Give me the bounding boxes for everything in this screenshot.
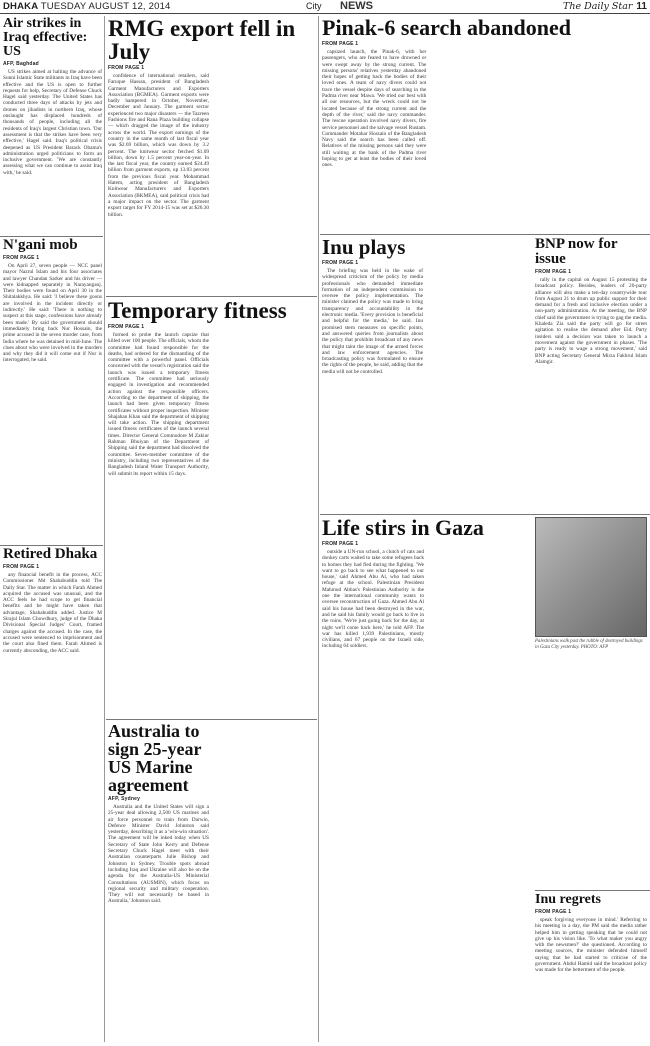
story-retired-dhaka (3, 547, 102, 1042)
headline: N'gani mob (3, 238, 78, 253)
story-bnp-issue (535, 237, 647, 512)
article-body: On April 27, seven people — NCC panel mayor Nazrul Islam and his four associates and lawyer Chandan Sarker and his driver — were kidnapped separately in Narayanganj. Their bodies were found on April 30 in the Shitalakkhya. He said: 'I believe these goons are involved in the incident directly or indirectly.' He said: 'There is nothing to suspect at this stage, confessions have already been made.' By said the government should immediately bring back Nur Hossain, the prime accused in the seven murder case, from India where he was detained in mid-June. The clues about who were involved in the murders and why they did it will come out if Nur is interrogated, he said. (3, 263, 102, 364)
article-body: Australia and the United States will sign a 25-year deal allowing 2,500 US marines and air force personnel to train from Darwin, Defence Minister David Johnston said yesterday, describing it as a 'win-win situation'. The agreement will be inked today when US Secretary of State John Kerry and Defense Secretary Chuck Hagel meet with their Australian counterparts Julie Bishop and Johnston in Sydney. Trouble spots abroad including Iraq and Ukraine will also be on the agenda for the Australia-US Ministerial Consultations (AUSMIN), which focus on regional security and military cooperation. 'They will not necessarily be based in Australia,' Johnston said. (108, 804, 209, 905)
headline: Temporary fitness (108, 299, 287, 323)
story-inu-plays (322, 237, 530, 512)
dateline: FROM PAGE 1 (322, 541, 359, 547)
story-rmg-export (108, 17, 316, 294)
headline: Life stirs in Gaza (322, 517, 484, 540)
story-australia-marines (108, 722, 316, 1042)
paper-name-right: The Daily Star 11 (563, 1, 647, 12)
article-body: rally in the capital on August 15 protesting the broadcast policy. Besides, leaders of 20-party alliance will also make a ten-day countrywide tour from August 21 to drum up public support for their demand for a fresh and inclusive election under a non-party administration. At the meeting, the BNP chief said the government is trying to gag the media. Khaleda Zia said the party will go for street agitation to realise the demand after Eid. Party insiders said a decision was taken to launch a movement against the government in phases. 'The party is ready to wage a strong movement,' said BNP acting Secretary General Mirza Fakhrul Islam Alamgir. (535, 277, 647, 365)
dateline: FROM PAGE 1 (322, 260, 359, 266)
photo-caption: Palestinians walk past the rubble of destroyed buildings in Gaza City yesterday. PHOTO: AFP (535, 639, 643, 650)
column-rule (318, 16, 319, 1042)
story-inu-regrets (535, 893, 647, 1042)
headline: Retired Dhaka (3, 547, 98, 562)
issue-date: TUESDAY AUGUST 12, 2014 (40, 1, 171, 12)
article-body: capsized launch, the Pinak-6, with her passengers, who are feared to have drowned or were swept away by the strong current. The missing persons' relatives yesterday abandoned their hopes of getting back the bodies of their loved ones. A team of navy divers could not trace the vessel despite days of searching in the Padma river near Mawa. 'We tried our best with all our resources, but the wreck could not be located because of the strong current and the depth of the river,' said the navy commander. The rescue operation involved navy divers, fire service personnel and the salvage vessel Rustam. Commander Motahar Hossain of the Bangladesh Navy said the search has been called off. Relatives of the missing persons said they were still waiting at the bank of the Padma river hoping to get at least the bodies of their loved ones. (322, 49, 427, 169)
headline: Inu regrets (535, 893, 601, 907)
story-temporary-fitness (108, 299, 316, 717)
headline: RMG export fell in July (108, 17, 296, 64)
dateline: FROM PAGE 1 (3, 255, 40, 261)
column-rule (104, 16, 105, 1042)
headline: Inu plays (322, 237, 406, 259)
article-body: outside a UN-run school, a clutch of cats and donkey carts waited to take some refugees back to homes they had fled during the fighting. 'We want to go back to see what happened to our house,' said Ahmed Abu Al, who had taken refuge at the school. Palestinian President Mahmud Abbas's Palestinian Authority is the one the international community wants to oversee reconstruction of Gaza. Ahmed Abu Al said his house had been destroyed in the war, and he said his family would go back to live in the ruins. 'We're just going back for the day, at night we'll come back here,' he told AFP. The war has killed 1,939 Palestinians, mostly civilians, and 67 people on the Israeli side, including 64 soldiers. (322, 549, 424, 650)
story-divider (0, 236, 103, 237)
page-number: 11 (636, 1, 647, 12)
section-label: NEWS (340, 0, 373, 12)
story-gaza-continued (535, 517, 647, 887)
story-divider (106, 296, 317, 297)
article-body: any financial benefit in the process, ACC Commissioner Md Shahabuddin told The Daily Star. The matter in which Farah Ahmed acquired the accused was unusual, and the ACC feels he had scope to get financial benefits and he might have taken that advantage, Shahabuddin added. Justice M Sirajul Islam Chowdhury, judge of the Dhaka Divisional Special Judges' Court, framed charges against the accused. In the case, the accused were sentenced to imprisonment and the court also fined them. Farah Ahmed is currently absconding, the ACC said. (3, 572, 102, 654)
article-body: confidence of international retailers, said Faruque Hassan, president of Bangladesh Garment Manufacturers and Exporters Association (BGMEA). Garment exports were badly hampered in October, November, December and January. The garment sector experienced two major disasters — the Tazreen Fashions fire and Rana Plaza building collapse — which dragged the image of the industry across the world. The export earnings of the country in the same month of last fiscal year was $2.69 billion, which was down by 3.2 percent. The knitwear sector fetched $1.09 billion, down by 1.5 percent year-on-year. In the last fiscal year, the country earned $24.49 billion from garment exports, up 13.83 percent from the previous fiscal year. Mohammad Hatem, acting president of Bangladesh Knitwear Manufacturers and Exporters Association (BKMEA), said political crisis had a major impact on the sector. The garment export target for FY 2014-15 was set at $26.30 billion. (108, 73, 209, 218)
paper-name-left: DHAKA TUESDAY AUGUST 12, 2014 (3, 1, 171, 12)
headline: Australia to sign 25-year US Marine agreement (108, 722, 202, 795)
headline: Air strikes in Iraq effective: US (3, 17, 88, 59)
news-photo (535, 517, 647, 637)
story-pinak-search (322, 17, 647, 232)
story-gaza (322, 517, 532, 1042)
dateline: FROM PAGE 1 (535, 269, 572, 275)
masthead (0, 0, 650, 14)
article-body: formed to probe the launch capsize that killed over 100 people. The officials, whom the committee had found responsible for the deaths, had ordered for the dismantling of the committee with a powerful panel. Officials concerned with the vessel's registration said the launch was issued a temporary fitness certificate. The committee had seriously engaged in investigation and recommended action against the responsible officers. According to the department of shipping, the launch had been given temporary fitness certificates without proper inspection. Minister Shajahan Khan said the department of shipping will take action. The shipping department issued fitness certificates of the launch several times. Director General Commodore M Zakiur Rahman Bhuiyan of the Department of Shipping said the department had dissolved the committee. Seven-member committee of the ministry, including two representatives of the Bangladesh Inland Water Transport Authority, will submit its report within 15 days. (108, 332, 209, 477)
story-ngani-mob (3, 238, 102, 543)
headline: BNP now for issue (535, 237, 618, 267)
headline: Pinak-6 search abandoned (322, 17, 571, 40)
dateline: FROM PAGE 1 (108, 324, 145, 330)
story-divider (0, 545, 103, 546)
story-divider (320, 514, 650, 515)
dateline: FROM PAGE 1 (322, 41, 359, 47)
story-divider (320, 234, 650, 235)
story-air-strikes (3, 17, 102, 234)
dateline: AFP, Baghdad (3, 61, 39, 67)
story-divider (535, 890, 650, 891)
article-body: The briefing was held in the wake of widespread criticism of the policy by media professionals who demanded immediate formation of an independent commission to oversee the policy implementation. The minister claimed the policy was made to bring transparency and accountability in the electronic media. 'Every provision is beneficial and helpful for the media,' he said. Inu promised stern measures on specific points, and answered queries from journalists about the policy that prohibits broadcast of any news that might taint the image of the armed forces and law enforcement agencies. The broadcasting policy was formulated to ensure the rights of the people, he said, adding that the media will not be controlled. (322, 268, 423, 375)
section-name: City (306, 1, 322, 11)
article-body: speak forgiving everyone in mind.' Referring to his meeting in a day, the PM said the media rather helped him in getting speaking that he could not give up his vision like. 'To what maker you angry with the newsmen?' she questioned. According to meeting sources, the minister defended himself saying that he had started to criticise of the government. Abdul Hamid said the broadcast policy was made for the betterment of the people. (535, 917, 647, 974)
dateline: AFP, Sydney (108, 796, 141, 802)
article-body: US strikes aimed at halting the advance of Sunni Islamic State militants in Iraq have been effective and the US is open to further requests for help, Secretary of Defense Chuck Hagel said yesterday. The United States has conducted three days of attacks by jets and drones on jihadists in northern Iraq, whose onslaught has displaced hundreds of thousands of people, including all the residents of Iraq's largest Christian town. 'Our assessment is that the strikes have been very effective,' Hagel said. Iraq's political crisis deepened as US President Barack Obama's administration urged politicians to form an inclusive government. 'We are constantly assessing what we can continue to assist Iraq with,' he said. (3, 69, 102, 176)
dateline: FROM PAGE 1 (108, 65, 145, 71)
dateline: FROM PAGE 1 (535, 909, 572, 915)
dateline: FROM PAGE 1 (3, 564, 40, 570)
story-divider (106, 719, 317, 720)
